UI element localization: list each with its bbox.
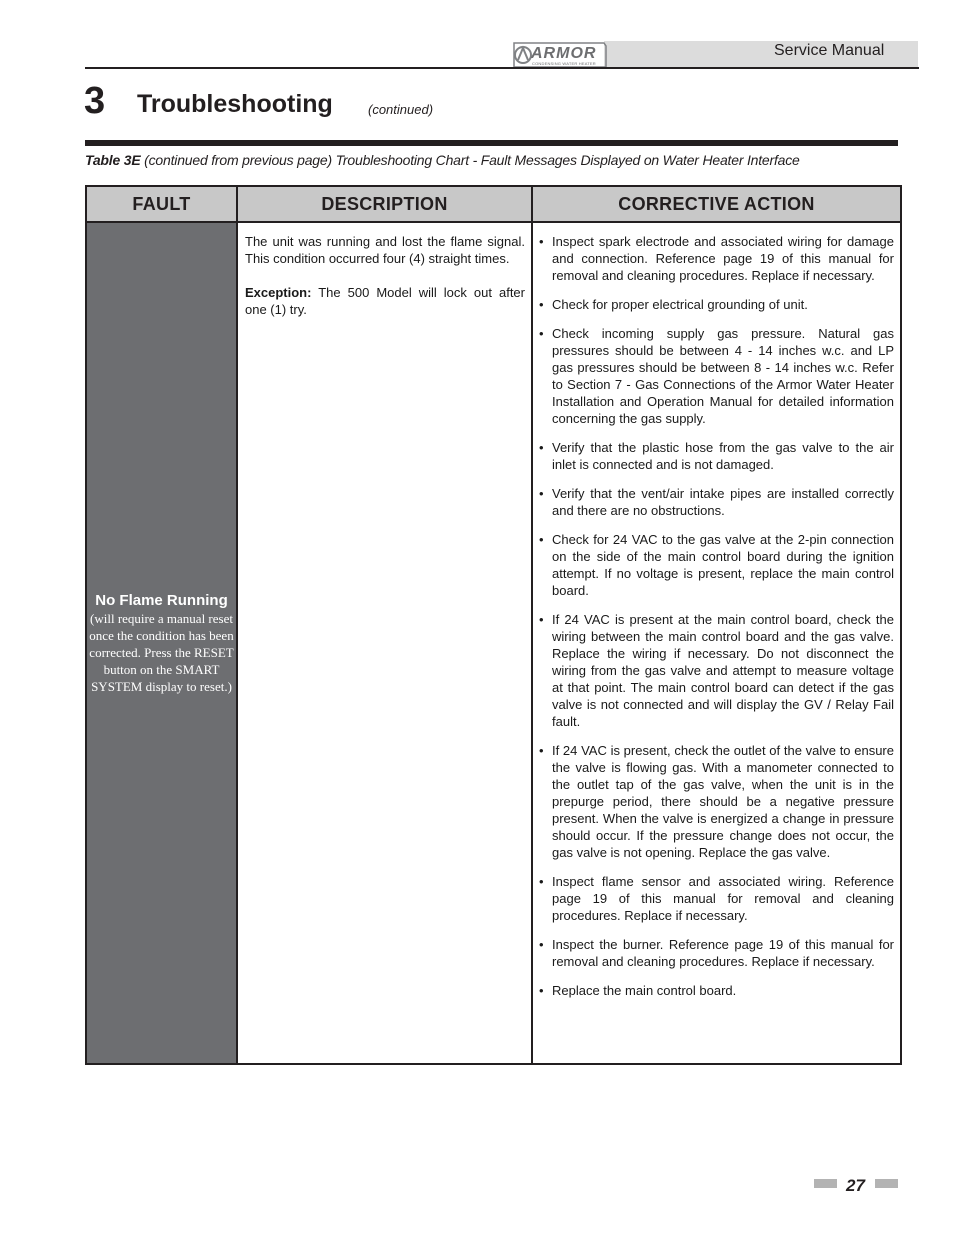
action-text: Check for 24 VAC to the gas valve at the 2-pin connection on the side of the main control board during the ignition attempt. If no voltage is present, replace the main control board.	[552, 532, 894, 598]
fault-name: No Flame Running	[95, 592, 228, 609]
table-header-row	[86, 186, 901, 222]
doc-type: Service Manual	[774, 42, 885, 59]
page-number: 27	[846, 1176, 865, 1195]
action-item	[539, 485, 894, 519]
action-item	[539, 611, 894, 730]
table-caption-text: (continued from previous page) Troubleshooting Chart - Fault Messages Displayed on Water Heater Interface	[140, 152, 800, 168]
action-text: Verify that the vent/air intake pipes are installed correctly and there are no obstructions.	[552, 486, 894, 518]
exception-text: The 500 Model will lock out after one (1) try.	[245, 285, 525, 317]
table-caption	[85, 152, 800, 168]
bullet-icon: •	[539, 234, 544, 249]
footer-bar-left	[814, 1179, 837, 1188]
bullet-icon: •	[539, 743, 544, 758]
bullet-icon: •	[539, 486, 544, 501]
bullet-icon: •	[539, 326, 544, 341]
footer-bar-right	[875, 1179, 898, 1188]
action-item	[539, 325, 894, 427]
action-item	[539, 439, 894, 473]
header-rule	[85, 67, 919, 69]
bullet-icon: •	[539, 874, 544, 889]
fault-cell	[86, 222, 237, 1064]
exception-label: Exception:	[245, 285, 312, 300]
action-text: Inspect spark electrode and associated wiring for damage and connection. Reference page 19 of this manual for removal and cleaning procedures. Replace if necessary.	[552, 234, 894, 283]
description-cell	[237, 222, 532, 1064]
bullet-icon: •	[539, 440, 544, 455]
action-item	[539, 742, 894, 861]
action-list	[539, 233, 894, 999]
action-text: If 24 VAC is present, check the outlet of the valve to ensure the valve is flowing gas. With a manometer connected to the outlet tap of the gas valve, when the unit is in the prepurge period, there should be a negative pressure present. When the valve is energized a change in pressure should occur. If the pressure change does not occur, the gas valve is not opening. Replace the gas valve.	[552, 743, 894, 860]
action-item	[539, 982, 894, 999]
action-text: Replace the main control board.	[552, 983, 737, 998]
header-description: DESCRIPTION	[237, 186, 532, 222]
action-item	[539, 296, 894, 313]
bullet-icon: •	[539, 297, 544, 312]
action-text: Inspect the burner. Reference page 19 of this manual for removal and cleaning procedures. Replace if necessary.	[552, 937, 894, 969]
section-rule	[85, 140, 898, 146]
action-text: Check for proper electrical grounding of unit.	[552, 297, 808, 312]
description-text: The unit was running and lost the flame signal. This condition occurred four (4) straight times.	[245, 234, 525, 266]
action-text: Inspect flame sensor and associated wiring. Reference page 19 of this manual for removal and cleaning procedures. Replace if necessary.	[552, 874, 894, 923]
bullet-icon: •	[539, 937, 544, 952]
corrective-action-cell	[532, 222, 901, 1064]
section-continued: (continued)	[368, 102, 434, 117]
fault-note: (will require a manual reset once the condition has been corrected. Press the RESET button on the SMART SYSTEM display to reset.)	[89, 611, 234, 694]
section-number: 3	[84, 80, 106, 122]
action-item	[539, 873, 894, 924]
section-title: Troubleshooting	[137, 90, 333, 118]
description-exception	[245, 284, 525, 318]
header-corrective-action: CORRECTIVE ACTION	[532, 186, 901, 222]
table-label: Table 3E	[85, 152, 141, 168]
header-fault: FAULT	[86, 186, 237, 222]
action-text: Verify that the plastic hose from the gas valve to the air inlet is connected and is not damaged.	[552, 440, 894, 472]
action-item	[539, 233, 894, 284]
brand-tagline: CONDENSING WATER HEATER	[532, 61, 596, 66]
action-item	[539, 936, 894, 970]
brand-name: ARMOR	[531, 45, 597, 62]
bullet-icon: •	[539, 532, 544, 547]
table-row	[86, 222, 901, 1064]
troubleshooting-table	[85, 185, 902, 1065]
action-text: Check incoming supply gas pressure. Natural gas pressures should be between 4 - 14 inches w.c. and LP gas pressures should be between 8 - 14 inches w.c. Refer to Section 7 - Gas Connections of the Armor Water Heater Installation and Operation Manual for detailed information concerning the gas supply.	[552, 326, 894, 426]
bullet-icon: •	[539, 983, 544, 998]
bullet-icon: •	[539, 612, 544, 627]
action-item	[539, 531, 894, 599]
action-text: If 24 VAC is present at the main control board, check the wiring between the main control board and the gas valve. Replace the wiring if necessary. Do not disconnect the wiring from the gas valve and attempt to measure voltage at that point. The main control board can detect if the gas valve is not connected and will display the GV / Relay Fail fault.	[552, 612, 894, 729]
